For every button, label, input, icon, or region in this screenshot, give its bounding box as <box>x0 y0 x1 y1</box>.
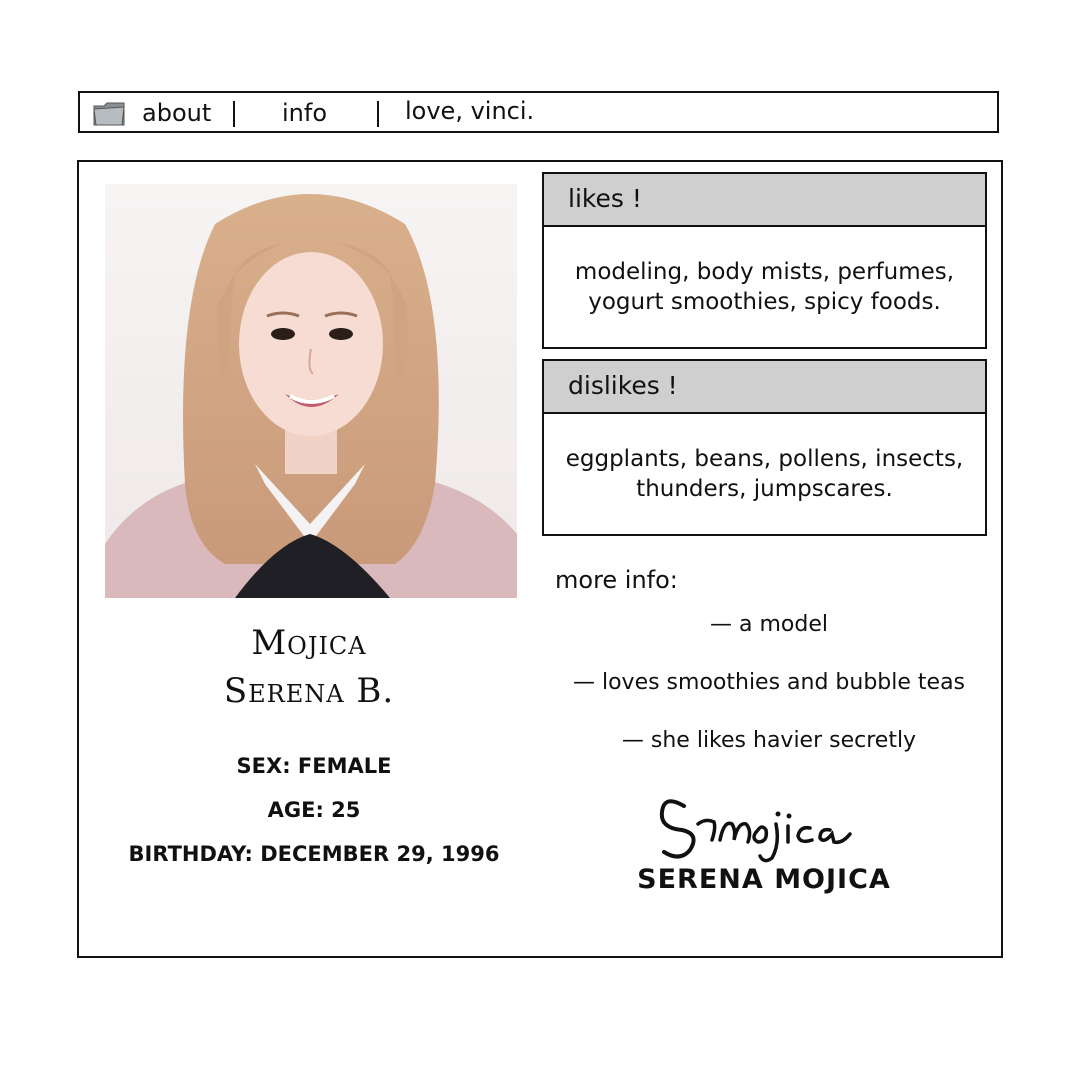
portrait-illustration <box>105 184 517 598</box>
signature-printed-name: SERENA MOJICA <box>637 864 891 895</box>
more-info-item: — loves smoothies and bubble teas <box>572 670 966 695</box>
birthday-stat: BIRTHDAY: DECEMBER 29, 1996 <box>128 842 500 866</box>
tab-about[interactable]: about <box>142 99 212 127</box>
likes-body: modeling, body mists, perfumes, yogurt smoothies, spicy foods. <box>542 225 987 349</box>
sex-stat: SEX: FEMALE <box>236 754 392 778</box>
more-info-title: more info: <box>555 566 678 594</box>
name-line-2: Serena B. <box>223 671 395 711</box>
profile-card <box>77 160 1003 958</box>
tab-bar <box>78 91 999 133</box>
folder-icon <box>92 100 126 128</box>
signature-image <box>654 784 874 864</box>
profile-photo <box>105 184 517 598</box>
tab-love-vinci[interactable]: love, vinci. <box>405 97 535 125</box>
dislikes-header: dislikes ! <box>542 359 987 414</box>
name-line-1: Mojica <box>251 623 367 663</box>
tab-separator <box>233 101 235 127</box>
more-info-item: — a model <box>710 612 828 637</box>
dislikes-body: eggplants, beans, pollens, insects, thunders, jumpscares. <box>542 412 987 536</box>
likes-header: likes ! <box>542 172 987 227</box>
tab-info[interactable]: info <box>282 99 328 127</box>
tab-separator <box>377 101 379 127</box>
age-stat: AGE: 25 <box>267 798 361 822</box>
more-info-item: — she likes havier secretly <box>621 728 917 753</box>
